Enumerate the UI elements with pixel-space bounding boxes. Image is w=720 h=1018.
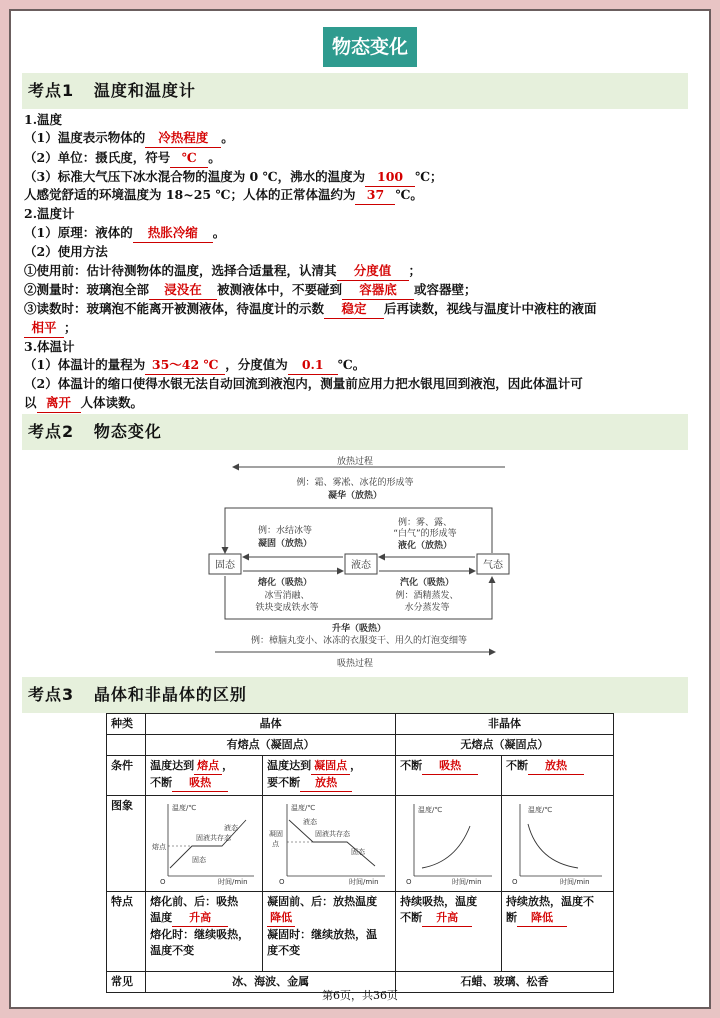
deposition-example: 例：霜、雾凇、冰花的形成等	[296, 478, 414, 488]
line-temp-unit	[24, 149, 221, 168]
answer-blank: 吸热	[422, 758, 478, 775]
text: 凝固前、后：放热温度	[267, 895, 378, 908]
solidifying-curve	[263, 796, 395, 886]
deposition-label: 凝华（放热）	[327, 491, 383, 501]
answer-blank: 容器底	[342, 281, 414, 300]
page-title: 物态变化	[323, 27, 417, 67]
answer-blank: 凝固点	[311, 758, 350, 775]
graph-mixed: 固液共存态	[196, 834, 232, 842]
absorb-heat-label: 吸热过程	[336, 659, 374, 669]
answer-blank: 100	[365, 168, 415, 187]
text: 凝固时：继续放热，温	[267, 928, 378, 941]
text: 熔化前、后：吸热	[150, 895, 239, 908]
table-row	[107, 892, 614, 972]
text: 人感觉舒适的环境温度为 18~25 ℃；人体的正常体温约为	[24, 187, 356, 202]
graph-solid: 固态	[351, 848, 366, 856]
line-before-use	[24, 262, 421, 281]
text: 。	[212, 225, 226, 240]
liquefaction-label: 液化（放热）	[397, 541, 453, 551]
text: 温度不变	[150, 944, 195, 957]
text: ②测量时：玻璃泡全部	[24, 282, 150, 297]
answer-blank: 放热	[528, 758, 584, 775]
answer-blank: 熔点	[194, 758, 222, 775]
graph-x-label: 时间/min	[452, 878, 482, 886]
melting-curve	[146, 796, 262, 886]
freezing-example: 例：水结冰等	[257, 526, 313, 536]
graph-melting-cell	[146, 796, 263, 892]
graph-origin: O	[279, 878, 285, 886]
liquid-label: 液态	[351, 560, 371, 571]
graph-liquid: 液态	[224, 824, 239, 832]
line-temp-definition	[24, 129, 234, 148]
line-during-measure	[24, 281, 477, 300]
section-name: 温度和温度计	[93, 81, 196, 100]
heading-clinical-thermometer: 3.体温计	[24, 339, 75, 354]
row-label-common: 常见	[107, 972, 146, 993]
text: 人体读数。	[80, 395, 144, 410]
answer-blank: 降低	[517, 910, 567, 927]
text: 不断	[150, 776, 173, 789]
vaporization-example-2: 水分蒸发等	[404, 603, 450, 613]
answer-blank: 吸热	[172, 775, 228, 792]
state-change-diagram	[205, 455, 515, 670]
answer-blank: 升高	[422, 910, 472, 927]
line-range	[24, 356, 365, 375]
melting-example-1: 冰雪消融、	[264, 591, 310, 601]
text: （2）单位：摄氏度，符号	[24, 150, 171, 165]
graph-freezing-point-1: 凝固	[269, 830, 284, 838]
sub-amorphous: 无熔点（凝固点）	[396, 735, 614, 756]
section-number: 3	[62, 685, 75, 704]
section-heading-2	[22, 414, 688, 450]
answer-blank: 热胀冷缩	[133, 224, 213, 243]
text: 以	[24, 395, 37, 410]
graph-liquid: 液态	[303, 818, 318, 826]
text: （1）体温计的量程为	[24, 357, 146, 372]
text: ，	[222, 759, 234, 772]
header-kind: 种类	[107, 714, 146, 735]
graph-y-label: 温度/℃	[418, 806, 443, 814]
section-name: 物态变化	[93, 422, 162, 441]
answer-blank: 升高	[172, 910, 228, 927]
section-label: 考点	[28, 81, 63, 100]
answer-blank: 35～42 ℃	[145, 356, 225, 375]
section-number: 2	[62, 422, 75, 441]
feat-solidifying	[263, 892, 396, 972]
section-heading-3	[22, 677, 688, 713]
graph-y-label: 温度/℃	[291, 804, 316, 812]
sublimation-label: 升华（吸热）	[331, 624, 387, 634]
graph-mixed: 固液共存态	[315, 830, 351, 838]
table-row	[107, 714, 614, 735]
text: 断	[506, 911, 518, 924]
vaporization-label: 汽化（吸热）	[399, 578, 455, 588]
cond-amorph-release	[502, 756, 614, 796]
line-standard-temps	[24, 168, 443, 187]
text: 熔化时：继续吸热，	[150, 928, 250, 941]
page-footer: 第6页，共36页	[322, 989, 398, 1002]
graph-x-label: 时间/min	[560, 878, 590, 886]
graph-origin: O	[160, 878, 166, 886]
graph-amorph-heat-cell	[396, 796, 502, 892]
vaporization-example-1: 例：酒精蒸发、	[395, 591, 459, 601]
row-label-graph: 图象	[107, 796, 146, 892]
cond-solidifying	[263, 756, 396, 796]
text: 持续放热，温度不	[506, 895, 595, 908]
amorph-heating-curve	[396, 796, 500, 886]
answer-blank: 放热	[300, 775, 352, 792]
section-name: 晶体和非晶体的区别	[93, 685, 247, 704]
text: 持续吸热，温度	[400, 895, 478, 908]
line-reading-cont	[24, 319, 77, 338]
cond-melting	[146, 756, 263, 796]
text: ℃。	[337, 357, 366, 372]
heading-thermometer: 2.温度计	[24, 206, 75, 221]
row-label-condition: 条件	[107, 756, 146, 796]
line-constriction: （2）体温计的缩口使得水银无法自动回流到液泡内，测量前应用力把水银甩回到液泡，因此体温计可	[24, 376, 583, 391]
liquefaction-example-1: 例：雾、露、	[397, 518, 453, 528]
text: 要不断	[267, 776, 301, 789]
text: 温度达到	[267, 759, 312, 772]
text: 后再读数，视线与温度计中液柱的液面	[384, 301, 597, 316]
text: 不断	[400, 759, 423, 772]
text: （1）温度表示物体的	[24, 130, 146, 145]
liquefaction-example-2: “白气”的形成等	[393, 529, 457, 539]
answer-blank: 0.1	[288, 356, 338, 375]
line-body-temp	[24, 186, 423, 205]
answer-blank: 冷热程度	[145, 129, 221, 148]
answer-blank: 降低	[267, 910, 295, 927]
line-constriction-cont	[24, 394, 143, 413]
crystal-comparison-table	[106, 713, 614, 993]
graph-x-label: 时间/min	[349, 878, 379, 886]
row-label-feature: 特点	[107, 892, 146, 972]
text: 或容器壁；	[414, 282, 477, 297]
text: ，	[350, 759, 362, 772]
section-label: 考点	[28, 422, 63, 441]
cond-amorph-absorb	[396, 756, 502, 796]
answer-blank: 离开	[37, 394, 81, 413]
graph-y-label: 温度/℃	[172, 804, 197, 812]
text: ，分度值为	[225, 357, 288, 372]
table-row	[107, 735, 614, 756]
freezing-label: 凝固（放热）	[257, 539, 313, 549]
answer-blank: 浸没在	[149, 281, 217, 300]
graph-x-label: 时间/min	[218, 878, 248, 886]
answer-blank: 稳定	[324, 300, 384, 319]
text: （1）原理：液体的	[24, 225, 133, 240]
text: 温度	[150, 911, 173, 924]
text: 。	[221, 130, 234, 145]
header-crystal: 晶体	[146, 714, 396, 735]
header-amorphous: 非晶体	[396, 714, 614, 735]
line-usage: （2）使用方法	[24, 244, 108, 259]
answer-blank: ℃	[170, 149, 208, 168]
answer-blank: 37	[355, 186, 395, 205]
graph-melting-point: 熔点	[152, 843, 167, 851]
feat-amorph-absorb	[396, 892, 502, 972]
graph-freezing-point-2: 点	[272, 840, 280, 848]
melting-example-2: 铁块变成铁水等	[255, 603, 319, 613]
graph-solid: 固态	[192, 856, 207, 864]
text: ℃。	[395, 187, 423, 202]
common-amorphous: 石蜡、玻璃、松香	[396, 972, 614, 993]
table-row	[107, 756, 614, 796]
text: 。	[208, 150, 221, 165]
graph-origin: O	[406, 878, 412, 886]
text: 度不变	[267, 944, 301, 957]
text: 被测液体中，不要碰到	[217, 282, 343, 297]
text: ℃；	[415, 169, 443, 184]
feat-amorph-release	[502, 892, 614, 972]
amorph-cooling-curve	[502, 796, 612, 886]
text: ；	[408, 263, 422, 278]
text: ①使用前：估计待测物体的温度，选择合适量程，认清其	[24, 263, 337, 278]
graph-origin: O	[512, 878, 518, 886]
table-row	[107, 796, 614, 892]
text: 不断	[506, 759, 529, 772]
sublimation-example: 例：樟脑丸变小、冰冻的衣服变干、用久的灯泡变细等	[250, 636, 468, 646]
graph-solidifying-cell	[263, 796, 396, 892]
feat-melting	[146, 892, 263, 972]
answer-blank: 分度值	[337, 262, 409, 281]
gas-label: 气态	[483, 560, 503, 571]
heading-temperature: 1.温度	[24, 112, 63, 127]
text: ；	[64, 320, 77, 335]
release-heat-label: 放热过程	[336, 457, 374, 467]
section-heading-1	[22, 73, 688, 109]
section-label: 考点	[28, 685, 63, 704]
melting-label: 熔化（吸热）	[257, 578, 313, 588]
section-number: 1	[62, 81, 75, 100]
line-principle	[24, 224, 225, 243]
graph-y-label: 温度/℃	[528, 806, 553, 814]
common-crystal: 冰、海波、金属	[146, 972, 396, 993]
text: 不断	[400, 911, 423, 924]
empty-cell	[107, 735, 146, 756]
answer-blank: 相平	[24, 319, 64, 338]
sub-crystal: 有熔点（凝固点）	[146, 735, 396, 756]
line-reading	[24, 300, 597, 319]
text: 温度达到	[150, 759, 195, 772]
graph-amorph-cool-cell	[502, 796, 614, 892]
solid-label: 固态	[215, 560, 235, 571]
text: （3）标准大气压下冰水混合物的温度为 0 ℃，沸水的温度为	[24, 169, 366, 184]
text: ③读数时：玻璃泡不能离开被测液体，待温度计的示数	[24, 301, 325, 316]
